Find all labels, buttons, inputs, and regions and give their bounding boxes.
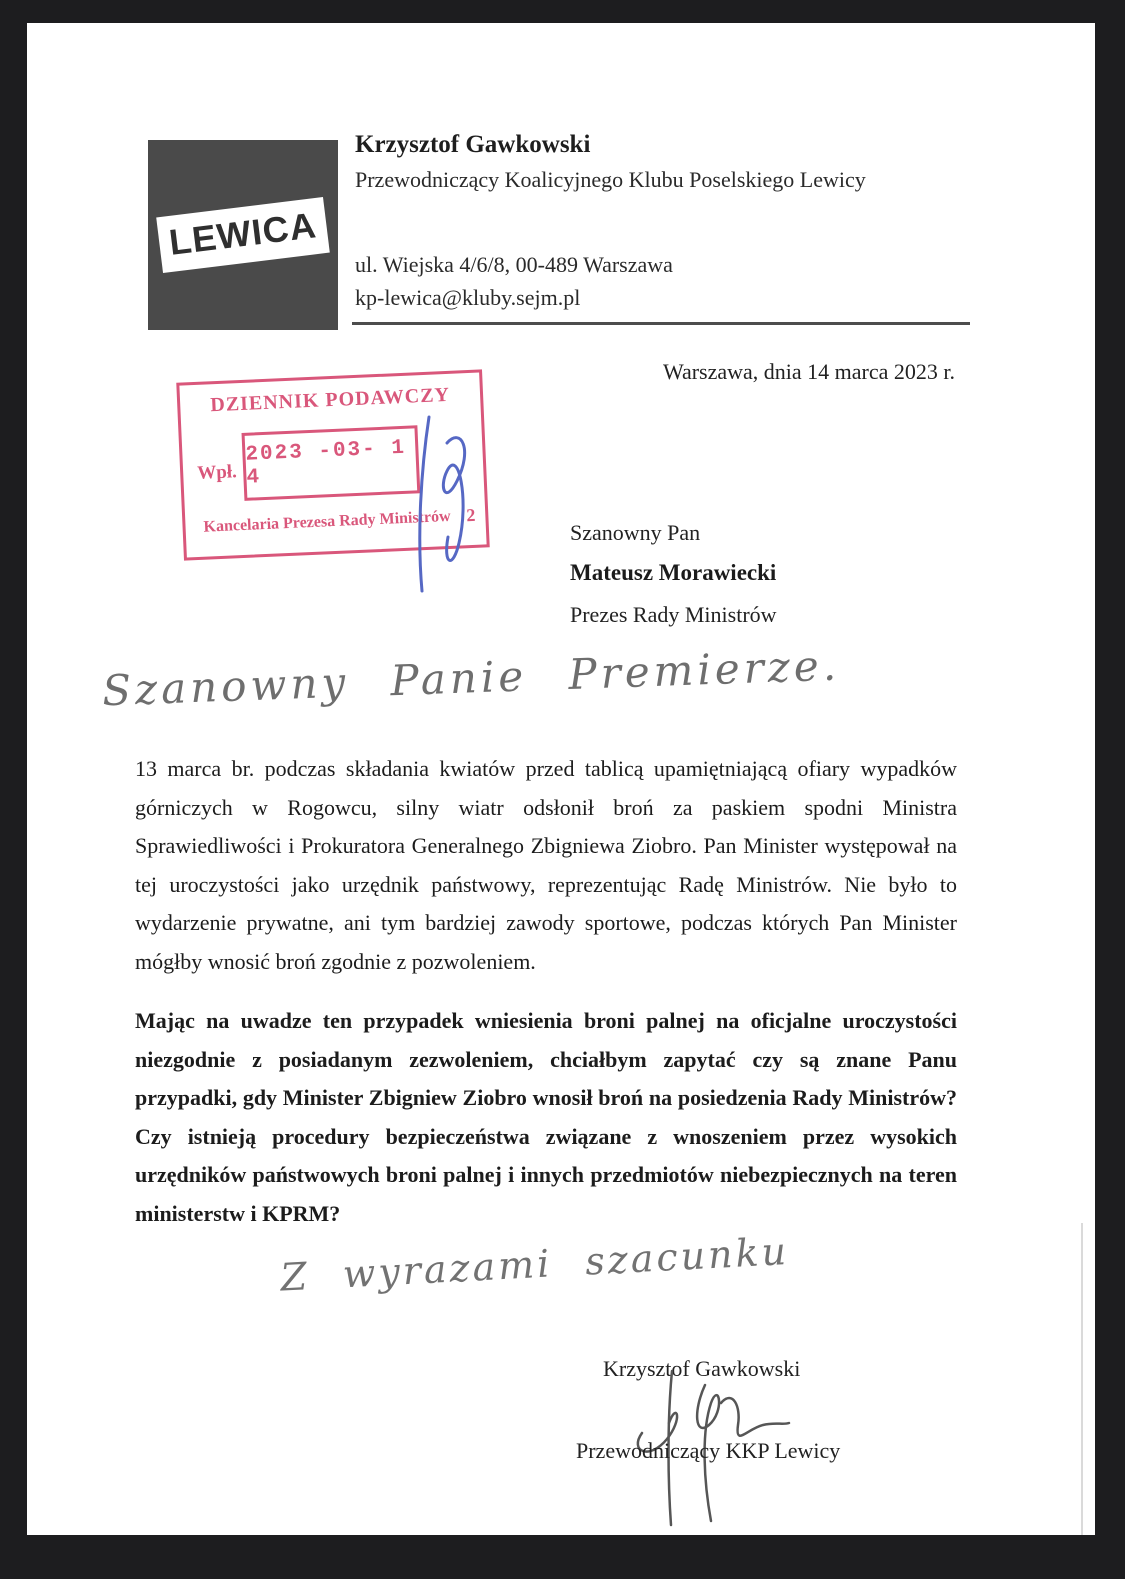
letter-page <box>27 23 1095 1535</box>
dateline: Warszawa, dnia 14 marca 2023 r. <box>662 359 955 384</box>
sender-email: kp-lewica@kluby.sejm.pl <box>355 285 581 310</box>
stamp-title: DZIENNIK PODAWCZY <box>209 383 451 417</box>
body-paragraph-1: 13 marca br. podczas składania kwiatów przed tablicą upamiętniającą ofiary wypadków górniczych w Rogowcu, silny wiatr odsłonił broń za paskiem spodni Ministra Sprawiedliwości i Prokuratora Generalnego Zbigniewa Ziobro. Pan Minister występował na tej uroczystości jako urzędnik państwowy, reprezentując Radę Ministrów. Nie było to wydarzenie prywatne, ani tym bardziej zawody sportowe, podczas których Pan Minister mógłby wnosić broń zgodnie z pozwoleniem. <box>135 756 957 974</box>
recipient-salutation: Szanowny Pan <box>570 520 701 545</box>
sender-title: Przewodniczący Koalicyjnego Klubu Poselskiego Lewicy <box>355 167 866 192</box>
stamp-office: Kancelaria Prezesa Rady Ministrów <box>203 507 451 536</box>
pen-paraph-mark <box>395 415 485 595</box>
sender-name: Krzysztof Gawkowski <box>355 131 591 158</box>
recipient-name: Mateusz Morawiecki <box>570 560 777 585</box>
stamp-number: 2 <box>465 504 476 526</box>
stamp-received-label: Wpł. <box>196 461 238 484</box>
stamp-date: 2023 -03- 1 4 <box>244 436 407 490</box>
lewica-logo-text: LEWICA <box>166 204 319 263</box>
signature-role: Przewodniczący KKP Lewicy <box>576 1438 841 1463</box>
handwritten-greeting: Szanowny Panie Premierze. <box>101 640 841 716</box>
lewica-logo <box>148 140 338 330</box>
handwritten-closing: Z wyrazami szacunku <box>279 1229 790 1300</box>
sender-address: ul. Wiejska 4/6/8, 00-489 Warszawa <box>355 252 673 277</box>
body-paragraph-2: Mając na uwadze ten przypadek wniesienia broni palnej na oficjalne uroczystości niezgodnie z posiadanym zezwoleniem, chciałbym zapytać czy są znane Panu przypadki, gdy Minister Zbigniew Ziobro wnosił broń na posiedzenia Rady Ministrów? Czy istnieją procedury bezpieczeństwa związane z wnoszeniem przez wysokich urzędników państwowych broni palnej i innych przedmiotów niebezpiecznych na teren ministerstw i KPRM? <box>135 1008 957 1226</box>
lewica-logo-band <box>156 197 330 273</box>
recipient-role: Prezes Rady Ministrów <box>570 602 777 627</box>
stamp-date-box <box>242 425 421 501</box>
header-divider <box>352 322 970 325</box>
scan-artifact-line <box>1081 1223 1083 1535</box>
signature-name: Krzysztof Gawkowski <box>603 1356 801 1381</box>
